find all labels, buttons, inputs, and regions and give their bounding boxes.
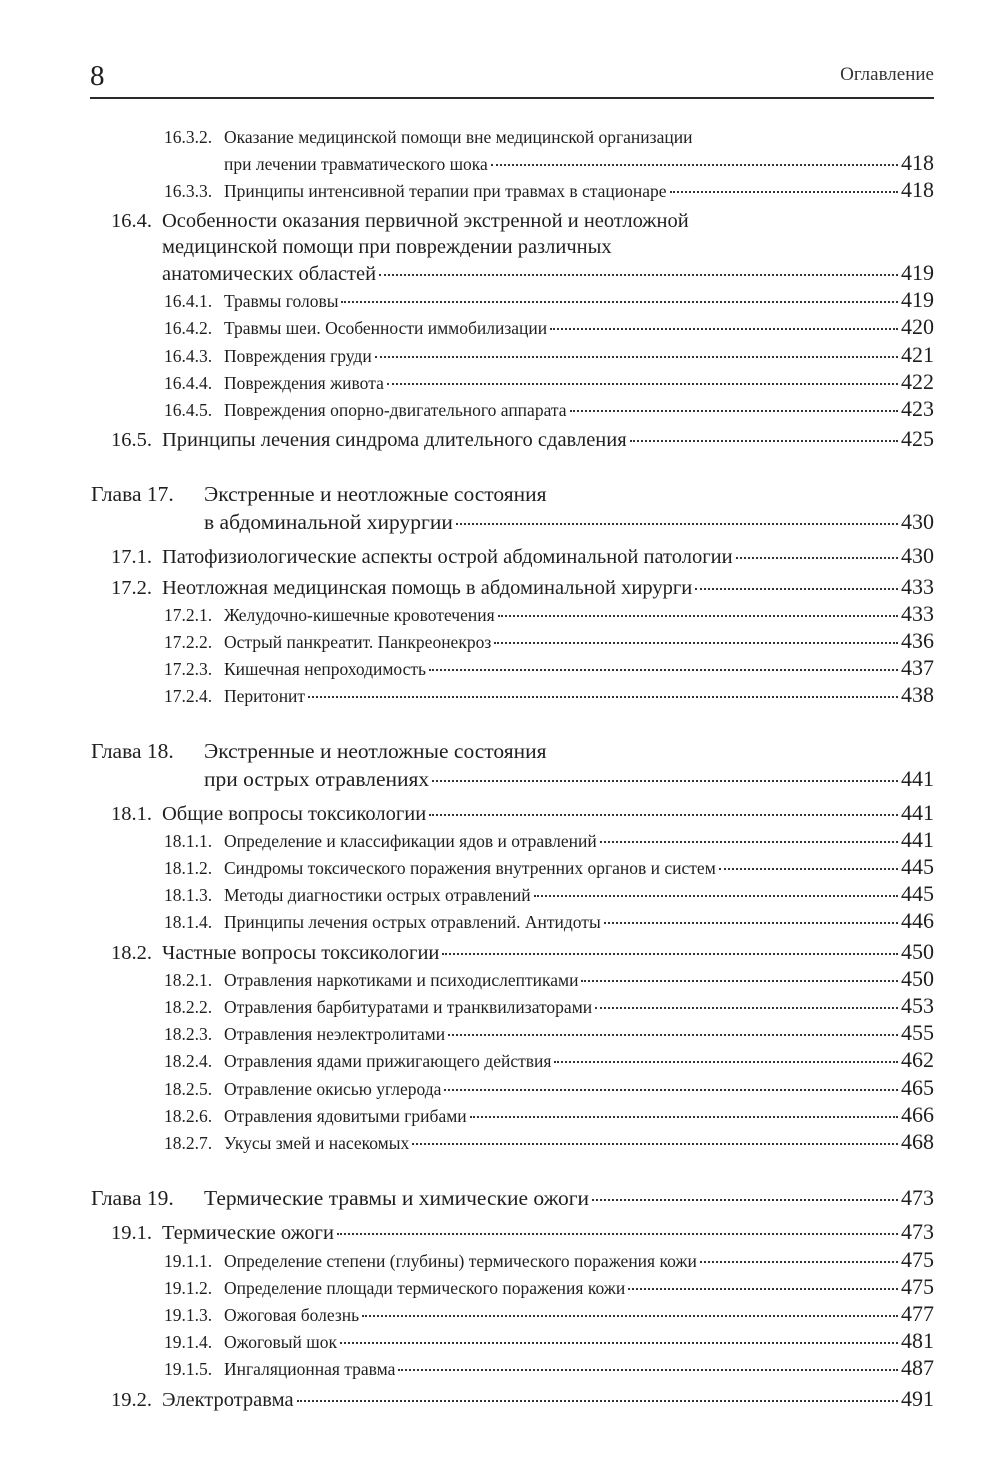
toc-line [0, 481, 934, 508]
toc-title: Принципы интенсивной терапии при травмах в стационаре [224, 181, 667, 202]
toc-page-number: 418 [901, 177, 934, 203]
dot-leader [670, 191, 899, 193]
toc-page-number: 477 [901, 1300, 934, 1326]
toc-entry[interactable] [0, 993, 1000, 1020]
toc-number: 18.1.1. [164, 830, 213, 851]
toc-title: Общие вопросы токсикологии [162, 802, 427, 825]
toc-title: Определение площади термического поражения кожи [224, 1277, 626, 1298]
toc-line [0, 426, 934, 453]
toc-title: Повреждения опорно-двигательного аппарата [224, 400, 567, 421]
toc-line [0, 939, 934, 966]
toc-page-number: 425 [901, 426, 934, 452]
dot-leader [719, 868, 898, 870]
toc-line [0, 1355, 934, 1382]
toc-page-number: 462 [901, 1047, 934, 1073]
toc-number: 18.2. [111, 941, 152, 964]
chapter-gap [0, 536, 1000, 543]
dot-leader [429, 814, 898, 816]
toc-title: при лечении травматического шока [224, 154, 488, 175]
toc-page-number: 455 [901, 1020, 934, 1046]
toc-page-number: 433 [901, 573, 934, 599]
toc-entry[interactable] [0, 1355, 1000, 1382]
toc-line [0, 574, 934, 601]
dot-leader [456, 523, 898, 525]
toc-title: Термические травмы и химические ожоги [204, 1186, 590, 1211]
dot-leader [595, 1007, 898, 1009]
toc-number: 19.1.3. [164, 1304, 213, 1325]
toc-entry[interactable] [0, 342, 1000, 369]
dot-leader [429, 669, 898, 671]
dot-leader [630, 440, 898, 442]
toc-entry[interactable] [0, 369, 1000, 396]
toc-number: 19.1. [111, 1222, 152, 1245]
toc-number: 17.2. [111, 576, 152, 599]
toc-number: Глава 19. [91, 1186, 174, 1211]
toc-entry[interactable] [0, 1020, 1000, 1047]
dot-leader [448, 1034, 898, 1036]
toc-number: 18.2.7. [164, 1133, 213, 1154]
dot-leader [379, 274, 898, 276]
chapter-gap [0, 1212, 1000, 1219]
toc-entry[interactable] [0, 1102, 1000, 1129]
toc-number: 18.1.2. [164, 858, 213, 879]
toc-line [0, 1129, 934, 1156]
toc-line [0, 508, 934, 536]
toc-number: 18.1.3. [164, 885, 213, 906]
toc-line [0, 1219, 934, 1246]
toc-title: в абдоминальной хирургии [204, 510, 453, 535]
toc-line [0, 234, 934, 260]
toc-title: Ингаляционная травма [224, 1359, 396, 1380]
toc-page-number: 421 [901, 341, 934, 367]
toc-entry[interactable] [0, 1328, 1000, 1355]
toc-title: Отравления ядами прижигающего действия [224, 1051, 552, 1072]
toc-line [0, 881, 934, 908]
toc-number: 18.1. [111, 802, 152, 825]
toc-title: Острый панкреатит. Панкреонекроз [224, 632, 492, 653]
toc-number: 17.2.3. [164, 659, 213, 680]
dot-leader [604, 922, 898, 924]
dot-leader [412, 1143, 898, 1145]
toc-line [0, 342, 934, 369]
toc-title: Принципы лечения синдрома длительного сдавления [162, 429, 627, 452]
toc-number: 18.2.1. [164, 969, 213, 990]
toc-line [0, 628, 934, 655]
toc-title: Травмы шеи. Особенности иммобилизации [224, 318, 548, 339]
toc-page-number: 491 [901, 1385, 934, 1411]
dot-leader [581, 980, 898, 982]
dot-leader [432, 780, 898, 782]
toc-chapter-entry[interactable] [0, 1184, 1000, 1212]
toc-line [0, 682, 934, 709]
toc-number: 19.1.2. [164, 1277, 213, 1298]
dot-leader [600, 841, 898, 843]
chapter-gap [0, 453, 1000, 481]
toc-number: 17.1. [111, 546, 152, 569]
toc-chapter-entry[interactable] [0, 481, 1000, 536]
toc-page-number: 468 [901, 1129, 934, 1155]
toc-title: Частные вопросы токсикологии [162, 941, 440, 964]
toc-title: Отравления наркотиками и психодислептиками [224, 969, 579, 990]
toc-page-number: 441 [901, 765, 934, 791]
toc-title: Оказание медицинской помощи вне медицинской организации [224, 127, 693, 147]
toc-entry[interactable] [0, 682, 1000, 709]
toc-entry[interactable] [0, 628, 1000, 655]
dot-leader [340, 1342, 898, 1344]
toc-title: Перитонит [224, 686, 306, 707]
toc-entry[interactable] [0, 1075, 1000, 1102]
dot-leader [736, 557, 898, 559]
toc-line [0, 1247, 934, 1274]
toc-page-number: 473 [901, 1185, 934, 1211]
toc-page-number: 419 [901, 260, 934, 286]
toc-entry[interactable] [0, 655, 1000, 682]
toc-entry[interactable] [0, 1247, 1000, 1274]
toc-page-number: 430 [901, 543, 934, 569]
toc-entry[interactable] [0, 124, 1000, 177]
dot-leader [387, 383, 898, 385]
toc-line [0, 1328, 934, 1355]
toc-title: Повреждения груди [224, 345, 372, 366]
toc-line [0, 601, 934, 628]
toc-page-number: 453 [901, 993, 934, 1019]
toc-page-number: 445 [901, 854, 934, 880]
toc-title: Травмы головы [224, 291, 339, 312]
toc-page-number: 465 [901, 1074, 934, 1100]
dot-leader [398, 1369, 898, 1371]
toc-title: Желудочно-кишечные кровотечения [224, 604, 495, 625]
toc-line [0, 314, 934, 341]
toc-number: 16.4. [111, 209, 152, 232]
toc-line [0, 1184, 934, 1212]
table-of-contents [0, 124, 1000, 1413]
toc-page-number: 422 [901, 368, 934, 394]
toc-page-number: 445 [901, 881, 934, 907]
toc-entry[interactable] [0, 396, 1000, 423]
toc-entry[interactable] [0, 1274, 1000, 1301]
toc-line [0, 208, 934, 234]
toc-entry[interactable] [0, 854, 1000, 881]
dot-leader [375, 356, 898, 358]
toc-entry[interactable] [0, 426, 1000, 453]
dot-leader [444, 1089, 898, 1091]
toc-line [0, 738, 934, 765]
dot-leader [498, 615, 898, 617]
dot-leader [592, 1199, 898, 1201]
toc-line [0, 827, 934, 854]
toc-title: Определение степени (глубины) термического поражения кожи [224, 1250, 697, 1271]
toc-page-number: 420 [901, 314, 934, 340]
toc-entry[interactable] [0, 800, 1000, 827]
toc-title: Термические ожоги [162, 1222, 334, 1245]
toc-page-number: 433 [901, 600, 934, 626]
toc-entry[interactable] [0, 1301, 1000, 1328]
dot-leader [570, 410, 898, 412]
toc-line [0, 800, 934, 827]
toc-line [0, 543, 934, 570]
toc-number: 18.2.6. [164, 1105, 213, 1126]
toc-title: Принципы лечения острых отравлений. Антидоты [224, 912, 601, 933]
toc-line [0, 1075, 934, 1102]
toc-title: Синдромы токсического поражения внутренних органов и систем [224, 858, 716, 879]
dot-leader [550, 328, 898, 330]
toc-page-number: 441 [901, 799, 934, 825]
toc-title: Отравления ядовитыми грибами [224, 1105, 467, 1126]
toc-line [0, 396, 934, 423]
toc-line [0, 369, 934, 396]
toc-entry[interactable] [0, 177, 1000, 204]
page-number: 8 [90, 60, 105, 92]
chapter-gap [0, 1156, 1000, 1184]
toc-title: Отравления неэлектролитами [224, 1024, 446, 1045]
toc-line [0, 1274, 934, 1301]
chapter-gap [0, 710, 1000, 738]
toc-page-number: 450 [901, 965, 934, 991]
dot-leader [297, 1400, 898, 1402]
toc-title: Экстренные и неотложные состояния [204, 738, 547, 763]
toc-number: 16.3.2. [164, 127, 213, 147]
dot-leader [700, 1261, 898, 1263]
toc-page-number: 436 [901, 628, 934, 654]
toc-number: 16.4.1. [164, 291, 213, 312]
toc-entry[interactable] [0, 1386, 1000, 1413]
toc-title: Экстренные и неотложные состояния [204, 482, 547, 507]
dot-leader [491, 164, 898, 166]
toc-title: медицинской помощи при повреждении различных [162, 235, 612, 258]
toc-page-number: 437 [901, 655, 934, 681]
dot-leader [534, 895, 898, 897]
header-rule [90, 97, 934, 99]
toc-page-number: 423 [901, 396, 934, 422]
toc-number: 17.2.1. [164, 604, 213, 625]
toc-title: Отравление окисью углерода [224, 1078, 442, 1099]
toc-title: анатомических областей [162, 263, 377, 286]
toc-line [0, 765, 934, 793]
toc-entry[interactable] [0, 1047, 1000, 1074]
toc-title: Кишечная непроходимость [224, 659, 427, 680]
toc-number: 17.2.4. [164, 686, 213, 707]
toc-title: при острых отравлениях [204, 766, 430, 791]
toc-line [0, 124, 934, 150]
toc-number: Глава 17. [91, 482, 174, 507]
toc-number: 18.2.4. [164, 1051, 213, 1072]
toc-entry[interactable] [0, 939, 1000, 966]
toc-line [0, 260, 934, 287]
toc-number: 18.2.5. [164, 1078, 213, 1099]
toc-title: Электротравма [162, 1388, 294, 1411]
toc-title: Отравления барбитуратами и транквилизаторами [224, 997, 593, 1018]
toc-title: Ожоговый шок [224, 1332, 338, 1353]
dot-leader [337, 1233, 898, 1235]
toc-title: Патофизиологические аспекты острой абдоминальной патологии [162, 546, 733, 569]
toc-number: Глава 18. [91, 738, 174, 763]
dot-leader [554, 1061, 898, 1063]
toc-number: 16.4.2. [164, 318, 213, 339]
toc-title: Повреждения живота [224, 372, 384, 393]
toc-page-number: 430 [901, 509, 934, 535]
toc-page-number: 475 [901, 1273, 934, 1299]
toc-line [0, 908, 934, 935]
toc-number: 16.4.5. [164, 400, 213, 421]
toc-entry[interactable] [0, 1129, 1000, 1156]
toc-page-number: 473 [901, 1219, 934, 1245]
toc-page-number: 446 [901, 908, 934, 934]
toc-page-number: 441 [901, 826, 934, 852]
toc-entry[interactable] [0, 208, 1000, 288]
dot-leader [442, 953, 898, 955]
dot-leader [308, 696, 898, 698]
toc-line [0, 993, 934, 1020]
toc-line [0, 1102, 934, 1129]
toc-chapter-entry[interactable] [0, 738, 1000, 793]
toc-line [0, 150, 934, 177]
toc-entry[interactable] [0, 574, 1000, 601]
toc-line [0, 854, 934, 881]
toc-title: Особенности оказания первичной экстренной и неотложной [162, 209, 689, 232]
toc-entry[interactable] [0, 1219, 1000, 1246]
toc-title: Неотложная медицинская помощь в абдоминальной хирурги [162, 576, 693, 599]
toc-line [0, 1386, 934, 1413]
toc-page-number: 438 [901, 682, 934, 708]
toc-number: 16.3.3. [164, 181, 213, 202]
chapter-gap [0, 793, 1000, 800]
toc-page-number: 418 [901, 150, 934, 176]
toc-number: 17.2.2. [164, 632, 213, 653]
toc-line [0, 966, 934, 993]
toc-page-number: 475 [901, 1246, 934, 1272]
toc-entry[interactable] [0, 966, 1000, 993]
toc-line [0, 287, 934, 314]
toc-number: 16.5. [111, 429, 152, 452]
toc-number: 18.2.2. [164, 997, 213, 1018]
toc-number: 19.2. [111, 1388, 152, 1411]
dot-leader [470, 1116, 898, 1118]
dot-leader [362, 1315, 898, 1317]
toc-page-number: 481 [901, 1328, 934, 1354]
toc-page-number: 419 [901, 287, 934, 313]
toc-line [0, 1020, 934, 1047]
toc-number: 19.1.1. [164, 1250, 213, 1271]
toc-entry[interactable] [0, 543, 1000, 570]
toc-number: 19.1.4. [164, 1332, 213, 1353]
running-head: Оглавление [840, 64, 934, 85]
toc-entry[interactable] [0, 314, 1000, 341]
toc-entry[interactable] [0, 601, 1000, 628]
toc-title: Методы диагностики острых отравлений [224, 885, 531, 906]
dot-leader [341, 301, 898, 303]
toc-page-number: 466 [901, 1101, 934, 1127]
dot-leader [628, 1288, 898, 1290]
toc-line [0, 655, 934, 682]
toc-entry[interactable] [0, 908, 1000, 935]
toc-entry[interactable] [0, 827, 1000, 854]
toc-title: Определение и классификации ядов и отравлений [224, 830, 597, 851]
dot-leader [695, 588, 898, 590]
toc-line [0, 177, 934, 204]
toc-page-number: 450 [901, 938, 934, 964]
toc-line [0, 1047, 934, 1074]
toc-number: 18.2.3. [164, 1024, 213, 1045]
toc-number: 16.4.3. [164, 345, 213, 366]
toc-page-number: 487 [901, 1355, 934, 1381]
toc-number: 19.1.5. [164, 1359, 213, 1380]
toc-title: Ожоговая болезнь [224, 1304, 360, 1325]
toc-number: 16.4.4. [164, 372, 213, 393]
dot-leader [494, 642, 898, 644]
toc-title: Укусы змей и насекомых [224, 1133, 410, 1154]
toc-number: 18.1.4. [164, 912, 213, 933]
toc-entry[interactable] [0, 287, 1000, 314]
toc-entry[interactable] [0, 881, 1000, 908]
toc-line [0, 1301, 934, 1328]
